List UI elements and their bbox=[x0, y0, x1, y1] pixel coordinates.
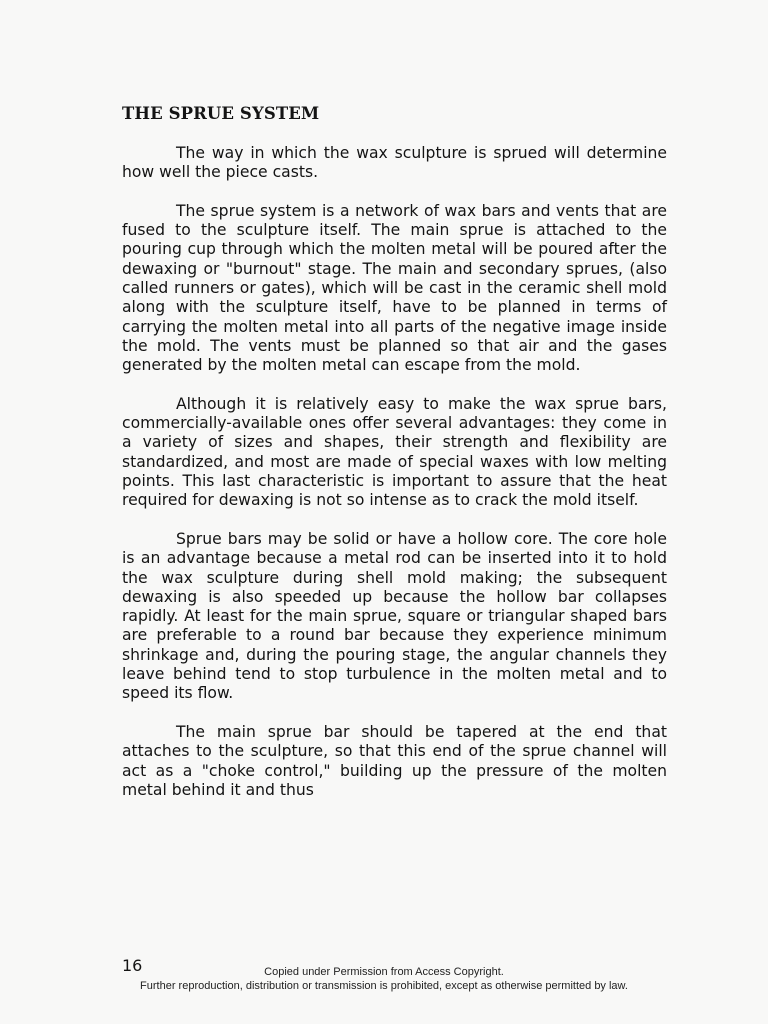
section-heading: THE SPRUE SYSTEM bbox=[122, 104, 320, 123]
paragraph-4: Sprue bars may be solid or have a hollow core. The core hole is an advantage because a metal rod can be inserted into it to hold the wax sculpture during shell mold making; the subsequent dewaxing is also speeded up because the hollow bar collapses rapidly. At least for the main sprue, square or triangular shaped bars are preferable to a round bar because they experience minimum shrinkage and, during the pouring stage, the angular channels they leave behind tend to stop turbulence in the molten metal and to speed its flow. bbox=[122, 529, 667, 703]
paragraph-1: The way in which the wax sculpture is sprued will determine how well the piece casts. bbox=[122, 144, 667, 182]
body-text bbox=[122, 144, 667, 819]
paragraph-5: The main sprue bar should be tapered at the end that attaches to the sculpture, so that this end of the sprue channel will act as a "choke control," building up the pressure of the molten metal behind it and thus bbox=[122, 722, 667, 799]
paragraph-3: Although it is relatively easy to make the wax sprue bars, commercially-available ones offer several advantages: they come in a variety of sizes and shapes, their strength and flexibility are standardized, and most are made of special waxes with low melting points. This last characteristic is important to assure that the heat required for dewaxing is not so intense as to crack the mold itself. bbox=[122, 394, 667, 510]
paragraph-2: The sprue system is a network of wax bars and vents that are fused to the sculpture itself. The main sprue is attached to the pouring cup through which the molten metal will be poured after the dewaxing or "burnout" stage. The main and secondary sprues, (also called runners or gates), which will be cast in the ceramic shell mold along with the sculpture itself, have to be planned in terms of carrying the molten metal into all parts of the negative image inside the mold. The vents must be planned so that air and the gases generated by the molten metal can escape from the mold. bbox=[122, 201, 667, 375]
page-number: 16 bbox=[122, 956, 143, 975]
copyright-notice-line-2: Further reproduction, distribution or transmission is prohibited, except as otherwise permitted by law. bbox=[140, 980, 628, 992]
copyright-notice-line-1: Copied under Permission from Access Copyright. bbox=[264, 966, 504, 978]
